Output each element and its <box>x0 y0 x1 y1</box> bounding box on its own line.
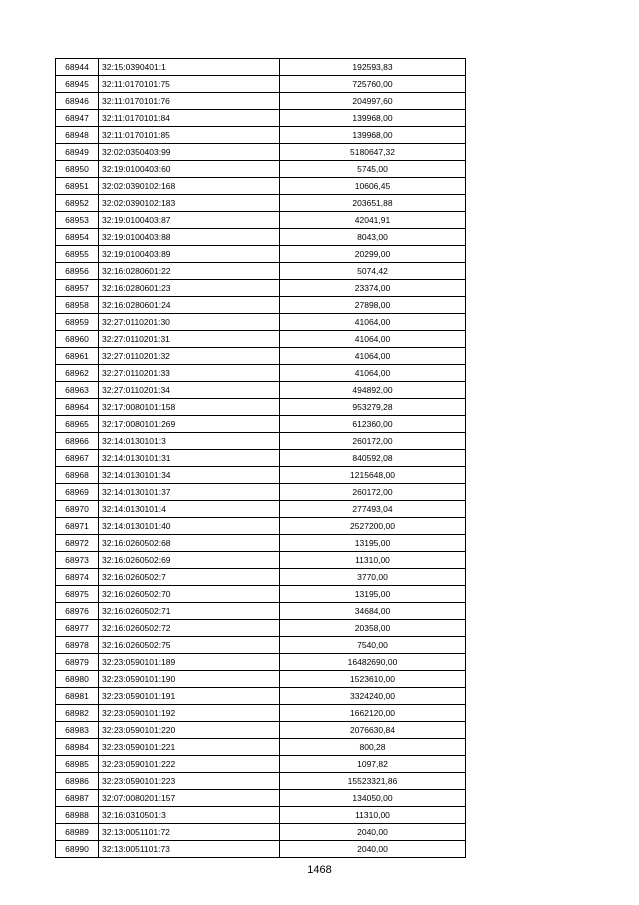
value-cell: 953279,28 <box>280 399 466 416</box>
cadastral-number-cell: 32:11:0170101:75 <box>99 76 280 93</box>
value-cell: 41064,00 <box>280 314 466 331</box>
table-row <box>56 59 466 76</box>
value-cell: 204997,60 <box>280 93 466 110</box>
value-cell: 41064,00 <box>280 365 466 382</box>
table-row <box>56 365 466 382</box>
table-row <box>56 127 466 144</box>
row-number-cell: 68964 <box>56 399 99 416</box>
table-row <box>56 637 466 654</box>
cadastral-number-cell: 32:15:0390401:1 <box>99 59 280 76</box>
cadastral-number-cell: 32:27:0110201:34 <box>99 382 280 399</box>
value-cell: 260172,00 <box>280 484 466 501</box>
value-cell: 1662120,00 <box>280 705 466 722</box>
table-row <box>56 399 466 416</box>
cadastral-number-cell: 32:16:0260502:69 <box>99 552 280 569</box>
cadastral-number-cell: 32:14:0130101:34 <box>99 467 280 484</box>
cadastral-number-cell: 32:14:0130101:4 <box>99 501 280 518</box>
row-number-cell: 68970 <box>56 501 99 518</box>
row-number-cell: 68947 <box>56 110 99 127</box>
table-row <box>56 76 466 93</box>
table-row <box>56 246 466 263</box>
cadastral-number-cell: 32:16:0260502:75 <box>99 637 280 654</box>
table-row <box>56 824 466 841</box>
table-row <box>56 144 466 161</box>
value-cell: 277493,04 <box>280 501 466 518</box>
table-row <box>56 722 466 739</box>
table-row <box>56 229 466 246</box>
row-number-cell: 68954 <box>56 229 99 246</box>
cadastral-number-cell: 32:27:0110201:31 <box>99 331 280 348</box>
table-row <box>56 178 466 195</box>
cadastral-number-cell: 32:19:0100403:87 <box>99 212 280 229</box>
value-cell: 5745,00 <box>280 161 466 178</box>
value-cell: 3324240,00 <box>280 688 466 705</box>
table-row <box>56 807 466 824</box>
value-cell: 139968,00 <box>280 110 466 127</box>
cadastral-number-cell: 32:27:0110201:32 <box>99 348 280 365</box>
cadastral-number-cell: 32:19:0100403:89 <box>99 246 280 263</box>
value-cell: 5074,42 <box>280 263 466 280</box>
value-cell: 1523610,00 <box>280 671 466 688</box>
table-row <box>56 671 466 688</box>
value-cell: 1215648,00 <box>280 467 466 484</box>
table-row <box>56 739 466 756</box>
cadastral-number-cell: 32:27:0110201:33 <box>99 365 280 382</box>
table-row <box>56 518 466 535</box>
cadastral-number-cell: 32:27:0110201:30 <box>99 314 280 331</box>
cadastral-number-cell: 32:14:0130101:40 <box>99 518 280 535</box>
cadastral-number-cell: 32:11:0170101:85 <box>99 127 280 144</box>
row-number-cell: 68956 <box>56 263 99 280</box>
table-row <box>56 467 466 484</box>
row-number-cell: 68989 <box>56 824 99 841</box>
row-number-cell: 68953 <box>56 212 99 229</box>
cadastral-number-cell: 32:16:0260502:68 <box>99 535 280 552</box>
row-number-cell: 68957 <box>56 280 99 297</box>
table-row <box>56 416 466 433</box>
table-row <box>56 93 466 110</box>
value-cell: 494892,00 <box>280 382 466 399</box>
cadastral-number-cell: 32:02:0390102:168 <box>99 178 280 195</box>
value-cell: 11310,00 <box>280 552 466 569</box>
row-number-cell: 68952 <box>56 195 99 212</box>
table-row <box>56 382 466 399</box>
value-cell: 20299,00 <box>280 246 466 263</box>
cadastral-number-cell: 32:16:0260502:72 <box>99 620 280 637</box>
row-number-cell: 68978 <box>56 637 99 654</box>
row-number-cell: 68976 <box>56 603 99 620</box>
row-number-cell: 68955 <box>56 246 99 263</box>
value-cell: 41064,00 <box>280 348 466 365</box>
cadastral-number-cell: 32:16:0260502:7 <box>99 569 280 586</box>
table-row <box>56 297 466 314</box>
table-row <box>56 501 466 518</box>
cadastral-number-cell: 32:23:0590101:223 <box>99 773 280 790</box>
row-number-cell: 68972 <box>56 535 99 552</box>
value-cell: 11310,00 <box>280 807 466 824</box>
row-number-cell: 68977 <box>56 620 99 637</box>
table-row <box>56 348 466 365</box>
cadastral-number-cell: 32:16:0280601:24 <box>99 297 280 314</box>
cadastral-number-cell: 32:16:0310501:3 <box>99 807 280 824</box>
cadastral-number-cell: 32:23:0590101:190 <box>99 671 280 688</box>
value-cell: 3770,00 <box>280 569 466 586</box>
row-number-cell: 68968 <box>56 467 99 484</box>
table-row <box>56 688 466 705</box>
value-cell: 725760,00 <box>280 76 466 93</box>
row-number-cell: 68958 <box>56 297 99 314</box>
cadastral-number-cell: 32:14:0130101:37 <box>99 484 280 501</box>
cadastral-number-cell: 32:23:0590101:220 <box>99 722 280 739</box>
row-number-cell: 68951 <box>56 178 99 195</box>
value-cell: 139968,00 <box>280 127 466 144</box>
row-number-cell: 68960 <box>56 331 99 348</box>
row-number-cell: 68965 <box>56 416 99 433</box>
row-number-cell: 68974 <box>56 569 99 586</box>
table-row <box>56 552 466 569</box>
cadastral-number-cell: 32:07:0080201:157 <box>99 790 280 807</box>
row-number-cell: 68979 <box>56 654 99 671</box>
table-row <box>56 484 466 501</box>
table-row <box>56 263 466 280</box>
value-cell: 34684,00 <box>280 603 466 620</box>
cadastral-number-cell: 32:13:0051101:73 <box>99 841 280 858</box>
value-cell: 7540,00 <box>280 637 466 654</box>
value-cell: 2040,00 <box>280 841 466 858</box>
row-number-cell: 68948 <box>56 127 99 144</box>
value-cell: 13195,00 <box>280 535 466 552</box>
table-body <box>56 59 466 858</box>
value-cell: 10606,45 <box>280 178 466 195</box>
cadastral-number-cell: 32:16:0280601:22 <box>99 263 280 280</box>
row-number-cell: 68949 <box>56 144 99 161</box>
cadastral-number-cell: 32:23:0590101:191 <box>99 688 280 705</box>
value-cell: 2527200,00 <box>280 518 466 535</box>
table-row <box>56 569 466 586</box>
row-number-cell: 68985 <box>56 756 99 773</box>
cadastral-number-cell: 32:02:0390102:183 <box>99 195 280 212</box>
row-number-cell: 68988 <box>56 807 99 824</box>
value-cell: 134050,00 <box>280 790 466 807</box>
table-row <box>56 603 466 620</box>
row-number-cell: 68971 <box>56 518 99 535</box>
row-number-cell: 68969 <box>56 484 99 501</box>
row-number-cell: 68975 <box>56 586 99 603</box>
table-row <box>56 705 466 722</box>
data-table <box>55 58 466 858</box>
cadastral-number-cell: 32:23:0590101:222 <box>99 756 280 773</box>
row-number-cell: 68950 <box>56 161 99 178</box>
row-number-cell: 68966 <box>56 433 99 450</box>
row-number-cell: 68962 <box>56 365 99 382</box>
value-cell: 800,28 <box>280 739 466 756</box>
cadastral-number-cell: 32:17:0080101:269 <box>99 416 280 433</box>
row-number-cell: 68944 <box>56 59 99 76</box>
cadastral-number-cell: 32:23:0590101:192 <box>99 705 280 722</box>
value-cell: 20358,00 <box>280 620 466 637</box>
value-cell: 203651,88 <box>280 195 466 212</box>
value-cell: 612360,00 <box>280 416 466 433</box>
table-row <box>56 433 466 450</box>
table-row <box>56 212 466 229</box>
row-number-cell: 68945 <box>56 76 99 93</box>
cadastral-number-cell: 32:19:0100403:60 <box>99 161 280 178</box>
table-row <box>56 586 466 603</box>
value-cell: 2040,00 <box>280 824 466 841</box>
cadastral-number-cell: 32:16:0260502:70 <box>99 586 280 603</box>
value-cell: 8043,00 <box>280 229 466 246</box>
table-row <box>56 654 466 671</box>
row-number-cell: 68946 <box>56 93 99 110</box>
row-number-cell: 68987 <box>56 790 99 807</box>
cadastral-number-cell: 32:16:0280601:23 <box>99 280 280 297</box>
value-cell: 13195,00 <box>280 586 466 603</box>
table-row <box>56 773 466 790</box>
table-row <box>56 841 466 858</box>
value-cell: 16482690,00 <box>280 654 466 671</box>
value-cell: 2076630,84 <box>280 722 466 739</box>
page-number: 1468 <box>307 864 332 876</box>
cadastral-number-cell: 32:16:0260502:71 <box>99 603 280 620</box>
row-number-cell: 68983 <box>56 722 99 739</box>
table-row <box>56 756 466 773</box>
value-cell: 260172,00 <box>280 433 466 450</box>
table-row <box>56 620 466 637</box>
cadastral-number-cell: 32:13:0051101:72 <box>99 824 280 841</box>
row-number-cell: 68963 <box>56 382 99 399</box>
row-number-cell: 68980 <box>56 671 99 688</box>
row-number-cell: 68990 <box>56 841 99 858</box>
cadastral-number-cell: 32:11:0170101:76 <box>99 93 280 110</box>
cadastral-number-cell: 32:17:0080101:158 <box>99 399 280 416</box>
value-cell: 1097,82 <box>280 756 466 773</box>
value-cell: 15523321,86 <box>280 773 466 790</box>
table-row <box>56 790 466 807</box>
table-row <box>56 331 466 348</box>
value-cell: 27898,00 <box>280 297 466 314</box>
table-row <box>56 195 466 212</box>
row-number-cell: 68973 <box>56 552 99 569</box>
value-cell: 840592,08 <box>280 450 466 467</box>
table-row <box>56 314 466 331</box>
row-number-cell: 68967 <box>56 450 99 467</box>
cadastral-number-cell: 32:02:0350403:99 <box>99 144 280 161</box>
cadastral-number-cell: 32:23:0590101:221 <box>99 739 280 756</box>
value-cell: 41064,00 <box>280 331 466 348</box>
cadastral-number-cell: 32:19:0100403:88 <box>99 229 280 246</box>
row-number-cell: 68961 <box>56 348 99 365</box>
table-row <box>56 110 466 127</box>
value-cell: 23374,00 <box>280 280 466 297</box>
row-number-cell: 68984 <box>56 739 99 756</box>
value-cell: 192593,83 <box>280 59 466 76</box>
cadastral-number-cell: 32:23:0590101:189 <box>99 654 280 671</box>
table-row <box>56 280 466 297</box>
value-cell: 42041,91 <box>280 212 466 229</box>
cadastral-number-cell: 32:11:0170101:84 <box>99 110 280 127</box>
row-number-cell: 68986 <box>56 773 99 790</box>
cadastral-number-cell: 32:14:0130101:31 <box>99 450 280 467</box>
row-number-cell: 68959 <box>56 314 99 331</box>
value-cell: 5180647,32 <box>280 144 466 161</box>
row-number-cell: 68982 <box>56 705 99 722</box>
table-row <box>56 161 466 178</box>
cadastral-number-cell: 32:14:0130101:3 <box>99 433 280 450</box>
row-number-cell: 68981 <box>56 688 99 705</box>
table-row <box>56 535 466 552</box>
table-row <box>56 450 466 467</box>
